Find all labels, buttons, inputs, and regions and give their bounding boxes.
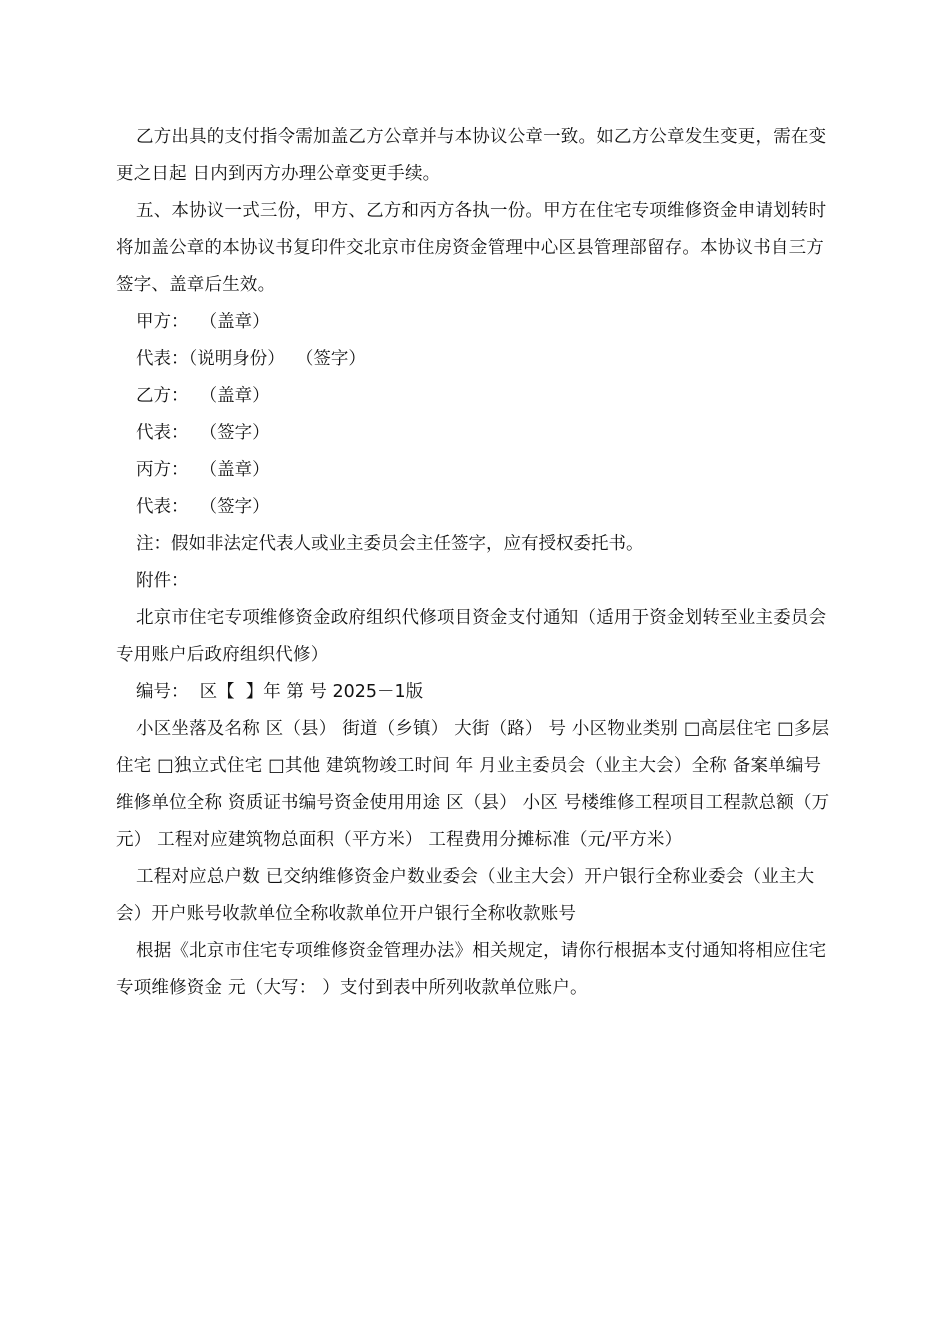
signature-rep-c: 代表： （签字） <box>136 497 270 517</box>
paragraph-seal-change: 乙方出具的支付指令需加盖乙方公章并与本协议公章一致。如乙方公章发生变更，需在变更之日起 日内到丙方办理公章变更手续。 <box>116 127 827 184</box>
paragraph-copies: 五、本协议一式三份，甲方、乙方和丙方各执一份。甲方在住宅专项维修资金申请划转时将加盖公章的本协议书复印件交北京市住房资金管理中心区县管理部留存。本协议书自三方签字、盖章后生效。 <box>116 201 827 295</box>
signature-rep-a: 代表：（说明身份） （签字） <box>136 349 366 369</box>
document-page <box>116 119 836 1007</box>
signature-rep-b: 代表： （签字） <box>136 423 270 443</box>
notice-body-accounts: 工程对应总户数 已交纳维修资金户数业委会（业主大会）开户银行全称业委会（业主大会）开户账号收款单位全称收款单位开户银行全称收款账号 <box>116 867 815 924</box>
signature-party-b: 乙方： （盖章） <box>136 386 270 406</box>
signature-party-c: 丙方： （盖章） <box>136 460 270 480</box>
notice-number-line: 编号： 区【 】年 第 号 2025－1版 <box>136 682 424 702</box>
notice-body-project: 小区坐落及名称 区（县） 街道（乡镇） 大街（路） 号 小区物业类别 □高层住宅 □多层住宅 □独立式住宅 □其他 建筑物竣工时间 年 月业主委员会（业主大会）全称 备案单编号维修单位全称 资质证书编号资金使用用途 区（县） 小区 号楼维修工程项目工程款总额（万元） 工程对应建筑物总面积（平方米） 工程费用分摊标准（元/平方米） <box>116 719 830 850</box>
attachment-label: 附件： <box>136 571 189 591</box>
notice-body-payment: 根据《北京市住宅专项维修资金管理办法》相关规定，请你行根据本支付通知将相应住宅专项维修资金 元（大写： ）支付到表中所列收款单位账户。 <box>116 941 827 998</box>
notice-title: 北京市住宅专项维修资金政府组织代修项目资金支付通知（适用于资金划转至业主委员会专用账户后政府组织代修） <box>116 608 827 665</box>
note-text: 注：假如非法定代表人或业主委员会主任签字，应有授权委托书。 <box>136 534 644 554</box>
signature-party-a: 甲方： （盖章） <box>136 312 270 332</box>
